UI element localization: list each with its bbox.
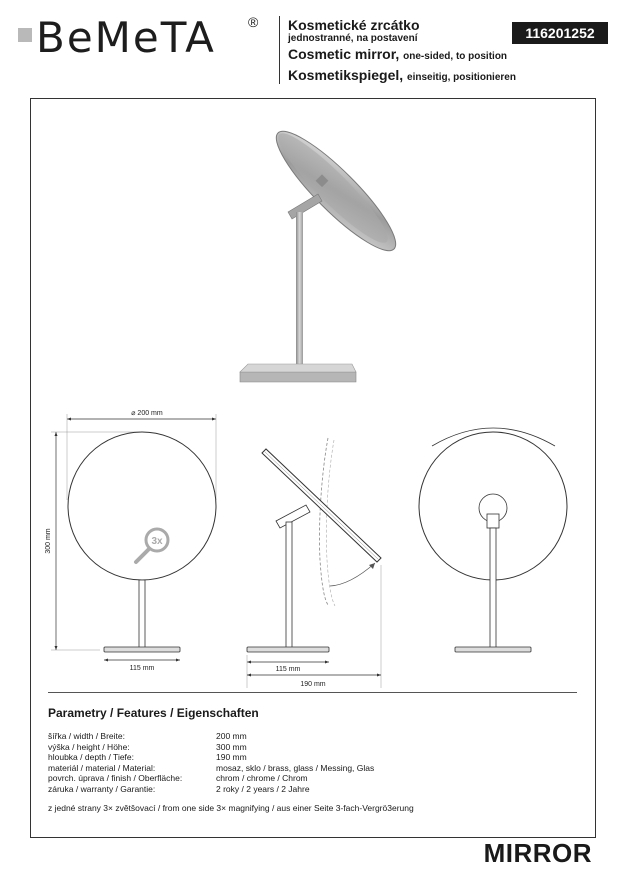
tilt-arc	[330, 563, 375, 586]
front-base	[104, 647, 180, 652]
spec-row-height	[48, 742, 374, 753]
spec-row-warranty	[48, 784, 374, 795]
arrow-side-base-left	[247, 661, 251, 664]
arrow-right	[212, 418, 216, 421]
product-render	[240, 119, 408, 382]
arrow-base-left	[104, 659, 108, 662]
section-divider	[48, 692, 577, 693]
side-view	[247, 438, 381, 688]
tilt-range-outline-inner	[326, 440, 335, 606]
spec-table	[48, 731, 374, 794]
arrow-base-right	[176, 659, 180, 662]
spec-row-finish	[48, 773, 374, 784]
side-base	[247, 647, 329, 652]
brand-logo: BeMeTA	[36, 13, 216, 62]
spec-value: 200 mm	[216, 731, 247, 741]
arrow-depth-left	[247, 674, 251, 677]
tilt-arrow	[369, 563, 375, 569]
spec-value: mosaz, sklo / brass, glass / Messing, Glas	[216, 762, 375, 773]
magnification-note: z jedné strany 3× zvětšovací / from one side 3× magnifying / aus einer Seite 3-fach-Vergrö3erung	[48, 803, 414, 813]
back-hinge-block	[487, 514, 499, 528]
side-arm	[276, 505, 310, 528]
features-title: Parametry / Features / Eigenschaften	[48, 706, 259, 720]
front-base-dimension-label: 115 mm	[129, 665, 155, 672]
front-pole	[139, 580, 145, 648]
subtitle-english: one-sided, to position	[403, 51, 508, 62]
front-view	[45, 410, 216, 672]
spec-value: 300 mm	[216, 741, 247, 752]
title-czech: Kosmetické zrcátko	[288, 17, 420, 33]
spec-label: hloubka / depth / Tiefe:	[48, 752, 135, 762]
title-german: Kosmetikspiegel,	[288, 67, 404, 83]
depth-dimension-label: 190 mm	[300, 681, 326, 688]
render-arm	[288, 194, 322, 219]
magnification-badge: 3x	[151, 536, 163, 547]
category-label: MIRROR	[483, 838, 592, 868]
registered-mark: ®	[248, 14, 259, 30]
spec-row-width	[48, 731, 374, 742]
spec-value: 2 roky / 2 years / 2 Jahre	[216, 783, 310, 794]
spec-label: výška / height / Höhe:	[48, 741, 130, 752]
spec-value: chrom / chrome / Chrom	[216, 773, 308, 783]
spec-value: 190 mm	[216, 752, 247, 762]
arrow-bottom	[55, 646, 58, 650]
side-pole	[286, 522, 292, 648]
height-dimension-label: 300 mm	[45, 528, 52, 554]
back-view	[419, 428, 567, 652]
spec-label: povrch. úprava / finish / Oberfläche:	[48, 773, 183, 783]
side-mirror	[262, 449, 381, 562]
spec-label: materiál / material / Material:	[48, 762, 156, 773]
render-mirror-head	[264, 119, 408, 263]
spec-row-depth	[48, 752, 374, 763]
render-base	[240, 364, 356, 382]
arrow-depth-right	[377, 674, 381, 677]
side-base-dimension-label: 115 mm	[275, 666, 301, 673]
subtitle-czech: jednostranné, na postavení	[288, 33, 418, 44]
arrow-left	[67, 418, 71, 421]
back-base	[455, 647, 531, 652]
render-pole	[296, 212, 303, 380]
spec-row-material	[48, 763, 374, 774]
spec-label: záruka / warranty / Garantie:	[48, 783, 156, 794]
back-pole	[490, 528, 496, 648]
arrow-top	[55, 432, 58, 436]
title-english: Cosmetic mirror,	[288, 46, 400, 62]
arrow-side-base-right	[325, 661, 329, 664]
diameter-dimension-label: ⌀ 200 mm	[131, 410, 163, 417]
subtitle-german: einseitig, positionieren	[407, 72, 516, 83]
spec-label: šířka / width / Breite:	[48, 731, 125, 741]
product-code: 116201252	[512, 22, 608, 44]
